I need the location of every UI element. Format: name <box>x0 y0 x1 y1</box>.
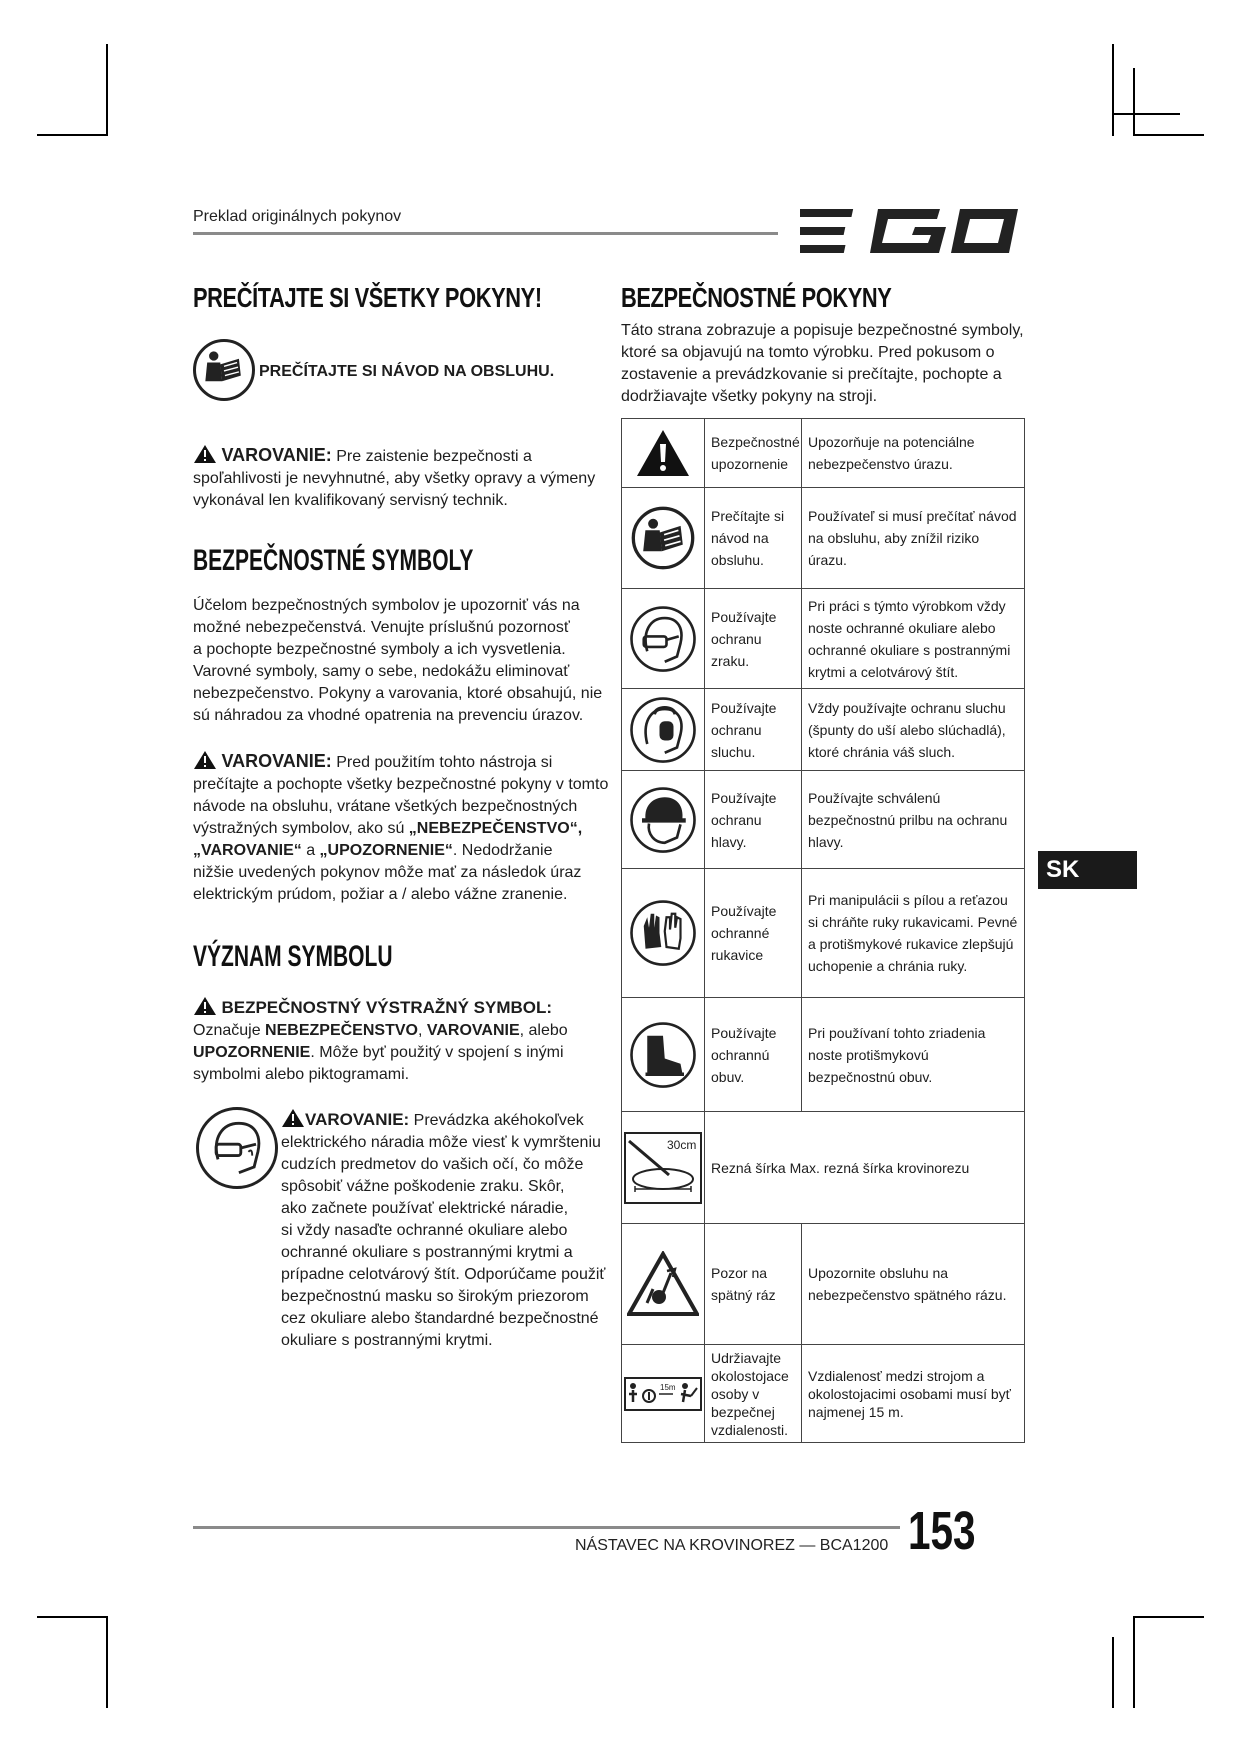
table-row <box>622 1112 1025 1224</box>
table-cell-icon <box>622 771 705 869</box>
warning-text: výstražných symbolov, ako sú <box>193 820 409 837</box>
warning-label: VAROVANIE: <box>221 751 332 771</box>
table-cell-name: Bezpečnostné upozornenie <box>705 419 802 488</box>
warning-block-2 <box>193 750 613 906</box>
warning-label: VAROVANIE: <box>221 445 332 465</box>
table-cell-name: Používajte ochranu sluchu. <box>705 689 802 771</box>
read-manual-icon <box>630 505 696 571</box>
eye-protection-icon <box>628 604 698 674</box>
warning-text: vykonával len kvalifikovaný servisný technik. <box>193 492 508 509</box>
table-row <box>622 488 1025 589</box>
warning-line <box>193 840 613 862</box>
keyword-caution: UPOZORNENIE <box>193 1044 311 1061</box>
crop-mark <box>1112 113 1180 115</box>
table-cell-icon <box>622 488 705 589</box>
table-cell-desc: Používateľ si musí prečítať návod na obsluhu, aby znížil riziko úrazu. <box>802 488 1025 589</box>
paragraph-line: ktoré sa objavujú na tomto výrobku. Pred pokusom o <box>621 344 995 361</box>
table-cell-name: Používajte ochranné rukavice <box>705 869 802 998</box>
paragraph-line: možné nebezpečenstvá. Venujte príslušnú pozornosť <box>193 619 570 636</box>
table-cell-icon <box>622 869 705 998</box>
heading-read-all: PREČÍTAJTE SI VŠETKY POKYNY! <box>193 282 542 313</box>
keyword-danger: NEBEZPEČENSTVO <box>265 1022 418 1039</box>
distance-label: 15m <box>660 1382 676 1392</box>
warning-line <box>193 750 613 774</box>
table-cell-desc: Vzdialenosť medzi strojom a okolostojacimi osobami musí byť najmenej 15 m. <box>802 1345 1025 1443</box>
table-cell-desc: Pri manipulácii s pílou a reťazou si chráňte ruky rukavicami. Pevné a protišmykové rukavice zlepšujú uchopenie a chránia ruky. <box>802 869 1025 998</box>
hearing-protection-icon <box>628 695 698 765</box>
table-cell-name: Udržiavajte okolostojace osoby v bezpečnej vzdialenosti. <box>705 1345 802 1443</box>
table-cell-desc: Upozorňuje na potenciálne nebezpečenstvo úrazu. <box>802 419 1025 488</box>
warning-text: elektrického náradia môže viesť k vymršteniu <box>281 1134 601 1151</box>
heading-symbol-meaning: VÝZNAM SYMBOLU <box>193 940 393 973</box>
keyword-warning: „VAROVANIE“ <box>193 842 302 859</box>
ego-logo <box>800 205 1022 257</box>
cut-width-label: 30cm <box>667 1137 697 1152</box>
warning-text: Prevádzka akéhokoľvek <box>413 1112 584 1129</box>
warning-text: prípadne celotvárový štít. Odporúčame použiť <box>281 1266 606 1283</box>
paragraph-line: Varovné symboly, samy o sebe, nedokážu eliminovať <box>193 663 570 680</box>
alert-text: , <box>417 1022 427 1039</box>
warning-text: návode na obsluhu, vrátane všetkých bezpečnostných <box>193 798 578 815</box>
table-cell-name: Používajte ochranu hlavy. <box>705 771 802 869</box>
paragraph-line: sú náhradou za vhodné opatrenia na prevenciu úrazov. <box>193 707 584 724</box>
warning-text: spôsobiť vážne poškodenie zraku. Skôr, <box>281 1178 565 1195</box>
table-cell-desc-text: Max. rezná šírka krovinorezu <box>789 1159 970 1176</box>
read-manual-label: PREČÍTAJTE SI NÁVOD NA OBSLUHU. <box>259 363 555 380</box>
head-protection-icon <box>628 785 698 855</box>
paragraph-line: nebezpečenstvo. Pokyny a varovania, ktoré obsahujú, nie <box>193 685 603 702</box>
crop-mark <box>1133 1616 1135 1708</box>
warning-text: Pre zaistenie bezpečnosti a <box>336 448 532 465</box>
keyword-danger: „NEBEZPEČENSTVO“, <box>408 820 583 837</box>
table-cell-icon <box>622 1112 705 1224</box>
table-cell-desc: Pri používaní tohto zriadenia noste protišmykovú bezpečnostnú obuv. <box>802 998 1025 1112</box>
warning-text: prečítajte a pochopte všetky bezpečnostné pokyny v tomto <box>193 776 609 793</box>
paragraph-line: a pochopte bezpečnostné symboly a ich vysvetlenia. <box>193 641 566 658</box>
symbols-paragraph <box>193 595 613 727</box>
table-row <box>622 589 1025 689</box>
warning-text: bezpečnostnú masku so širokým priezorom <box>281 1288 589 1305</box>
warning-text: elektrickým prúdom, požiar a / alebo vážne zranenie. <box>193 886 568 903</box>
alert-symbol-block <box>193 996 613 1086</box>
keep-distance-icon <box>623 1374 703 1414</box>
intro-paragraph <box>621 320 1041 408</box>
table-cell-icon <box>622 419 705 488</box>
crop-mark <box>1133 68 1135 136</box>
table-cell-desc: Pri práci s týmto výrobkom vždy noste ochranné okuliare alebo ochranné okuliare s postrannými krytmi a celotvárový štít. <box>802 589 1025 689</box>
table-cell-desc: Vždy používajte ochranu sluchu (špunty do uší alebo slúchadlá), ktoré chránia váš sluch. <box>802 689 1025 771</box>
crop-mark <box>1133 134 1204 136</box>
table-cell-desc <box>705 1112 1025 1224</box>
table-cell-icon <box>622 998 705 1112</box>
warning-label: VAROVANIE: <box>305 1110 410 1129</box>
eye-protection-icon <box>196 1107 278 1189</box>
table-cell-desc: Používajte schválenú bezpečnostnú prilbu na ochranu hlavy. <box>802 771 1025 869</box>
table-row <box>622 771 1025 869</box>
warning-text: ako začnete používať elektrické náradie, <box>281 1200 569 1217</box>
safety-symbols-table <box>621 418 1025 1443</box>
warning-text: spoľahlivosti je nevyhnutné, aby všetky opravy a výmeny <box>193 470 596 487</box>
alert-text: , alebo <box>519 1022 568 1039</box>
crop-mark <box>1133 1616 1204 1618</box>
table-row <box>622 1345 1025 1443</box>
table-row <box>622 689 1025 771</box>
paragraph-line: dodržiavajte všetky pokyny na stroji. <box>621 388 878 405</box>
paragraph-line: Táto strana zobrazuje a popisuje bezpečnostné symboly, <box>621 322 1024 339</box>
table-cell-name: Rezná šírka <box>711 1159 786 1176</box>
kickback-icon <box>627 1251 699 1317</box>
crop-mark <box>37 1616 108 1618</box>
warning-triangle-icon <box>281 1108 305 1128</box>
paragraph-line: Účelom bezpečnostných symbolov je upozorniť vás na <box>193 597 580 614</box>
alert-text: symbolmi alebo piktogramami. <box>193 1066 410 1083</box>
warning-triangle-icon <box>635 428 691 478</box>
warning-text: . Nedodržanie <box>452 842 553 859</box>
table-cell-name: Prečítajte si návod na obsluhu. <box>705 488 802 589</box>
alert-text: . Môže byť použitý v spojení s inými <box>310 1044 564 1061</box>
warning-text: ochranné okuliare s postrannými krytmi a <box>281 1244 573 1261</box>
read-manual-icon <box>193 339 255 401</box>
page-number: 153 <box>908 1501 976 1561</box>
cutting-width-icon <box>623 1131 703 1205</box>
warning-block-1 <box>193 444 613 512</box>
crop-mark <box>106 44 108 136</box>
table-cell-name: Používajte ochrannú obuv. <box>705 998 802 1112</box>
keyword-warning: VAROVANIE <box>426 1022 520 1039</box>
heading-safety-symbols: BEZPEČNOSTNÉ SYMBOLY <box>193 544 474 577</box>
warning-block-3 <box>281 1108 621 1352</box>
table-cell-desc: Upozornite obsluhu na nebezpečenstvo spätného rázu. <box>802 1224 1025 1345</box>
warning-text: Pred použitím tohto nástroja si <box>336 754 553 771</box>
warning-text: cez okuliare alebo štandardné bezpečnostné <box>281 1310 599 1327</box>
gloves-icon <box>628 898 698 968</box>
alert-label: BEZPEČNOSTNÝ VÝSTRAŽNÝ SYMBOL: <box>221 998 553 1017</box>
crop-mark <box>1112 44 1114 136</box>
table-cell-name: Používajte ochranu zraku. <box>705 589 802 689</box>
warning-text: a <box>301 842 320 859</box>
crop-mark <box>37 134 108 136</box>
alert-line <box>193 1020 613 1042</box>
table-cell-icon <box>622 1345 705 1443</box>
table-cell-icon <box>622 589 705 689</box>
table-row <box>622 1224 1025 1345</box>
crop-mark <box>1112 1637 1114 1708</box>
warning-text: okuliare s postrannými krytmi. <box>281 1332 493 1349</box>
warning-triangle-icon <box>193 444 217 464</box>
heading-safety-instructions: BEZPEČNOSTNÉ POKYNY <box>621 282 892 313</box>
warning-line <box>193 444 613 468</box>
alert-line <box>193 1042 613 1064</box>
language-tab: SK <box>1038 851 1137 889</box>
table-cell-name: Pozor na spätný ráz <box>705 1224 802 1345</box>
keyword-caution: „UPOZORNENIE“ <box>319 842 453 859</box>
warning-triangle-icon <box>193 996 217 1016</box>
warning-text: cudzích predmetov do vašich očí, čo môže <box>281 1156 584 1173</box>
warning-text: nižšie uvedených pokynov môže mať za následok úraz <box>193 864 582 881</box>
paragraph-line: zostavenie a prevádzkovanie si prečítajte, pochopte a <box>621 366 1002 383</box>
table-row <box>622 869 1025 998</box>
table-cell-icon <box>622 689 705 771</box>
table-cell-icon <box>622 1224 705 1345</box>
warning-line <box>281 1108 621 1132</box>
footer-rule <box>193 1526 900 1529</box>
warning-line <box>193 818 613 840</box>
safety-boots-icon <box>628 1020 698 1090</box>
warning-text: si vždy nasaďte ochranné okuliare alebo <box>281 1222 568 1239</box>
warning-triangle-icon <box>193 750 217 770</box>
table-row <box>622 998 1025 1112</box>
header-subtitle: Preklad originálnych pokynov <box>193 208 402 225</box>
alert-text: Označuje <box>193 1022 266 1039</box>
crop-mark <box>106 1616 108 1708</box>
table-row <box>622 419 1025 488</box>
footer-product: NÁSTAVEC NA KROVINOREZ — BCA1200 <box>575 1537 889 1554</box>
header-rule <box>193 232 778 235</box>
alert-line <box>193 996 613 1020</box>
